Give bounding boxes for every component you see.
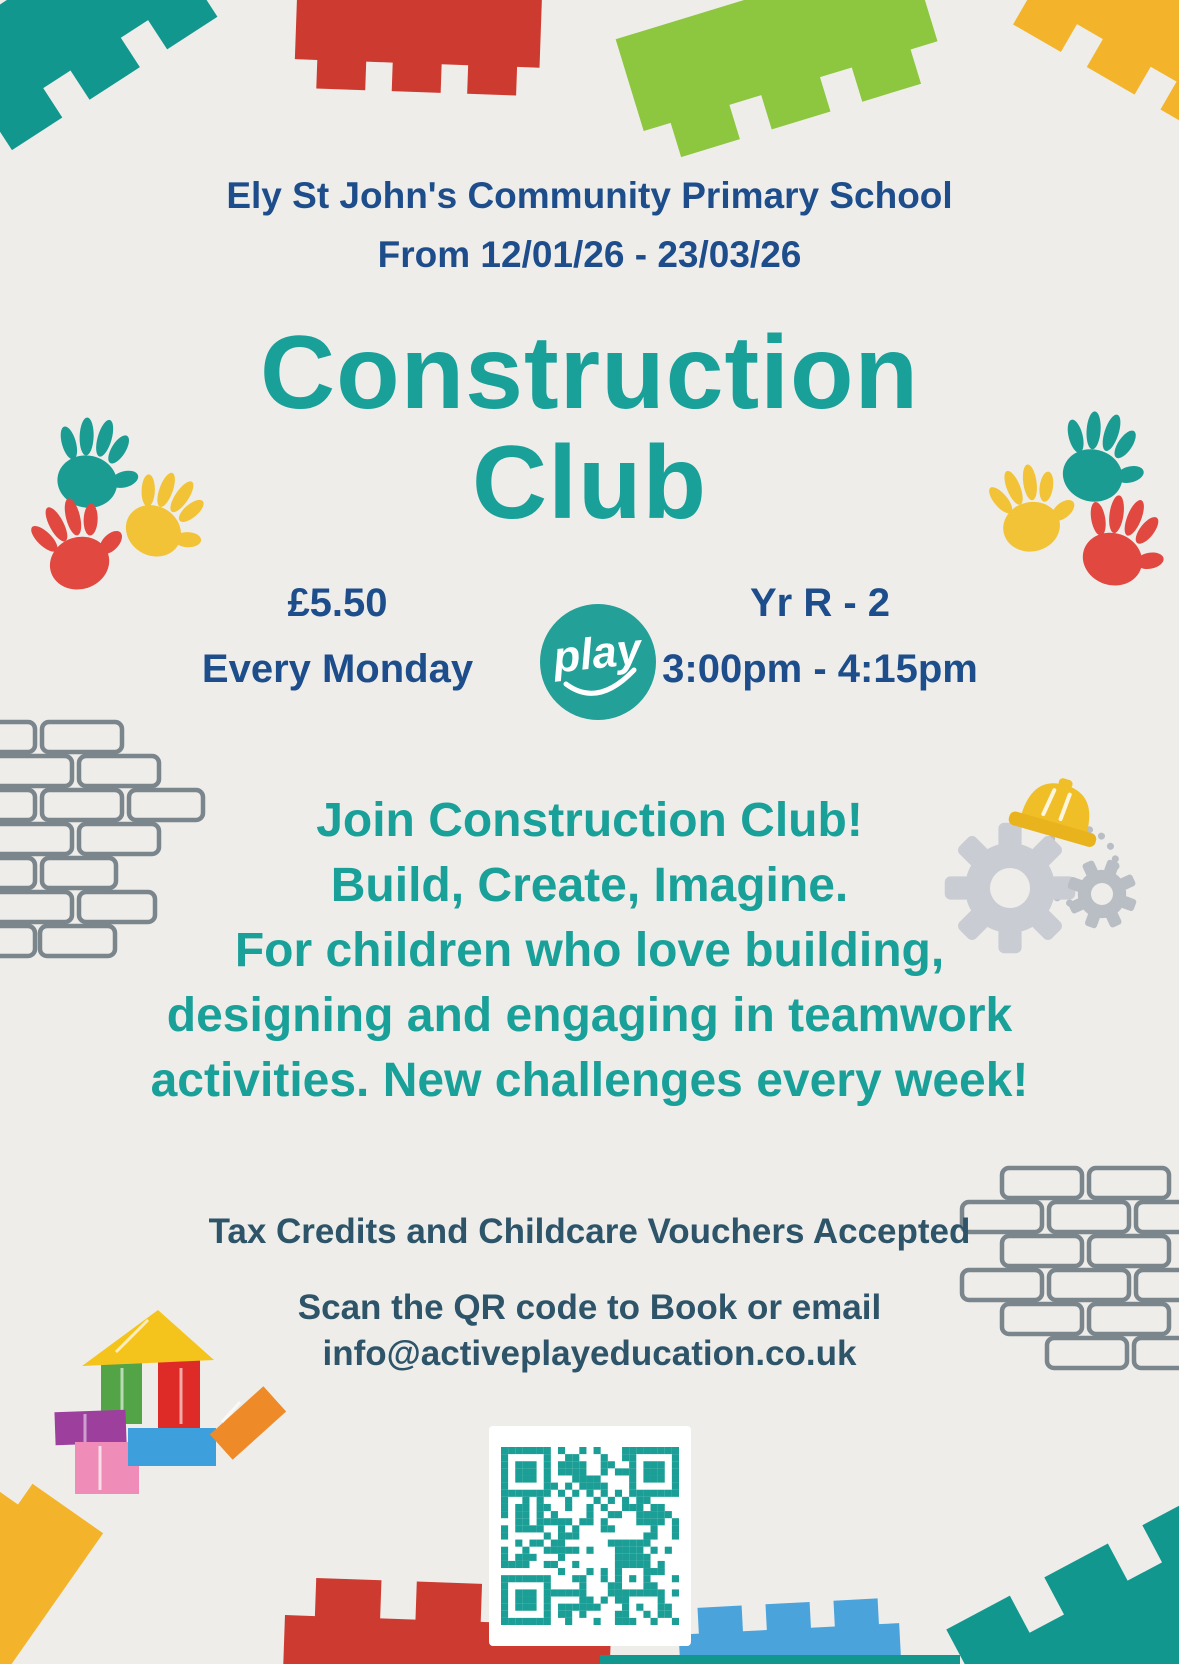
description-line: designing and engaging in teamwork [166, 989, 1013, 1042]
description-line: Build, Create, Imagine. [330, 859, 849, 912]
description-line: For children who love building, [234, 924, 945, 977]
school-name: Ely St John's Community Primary School [226, 175, 953, 216]
schedule-text: Every Monday [201, 647, 474, 691]
qr-code-svg [501, 1447, 679, 1625]
booking-instruction: Scan the QR code to Book or email [297, 1288, 882, 1327]
play-logo [539, 603, 657, 721]
lego-brick-icon [616, 0, 948, 165]
description-line: activities. New challenges every week! [150, 1054, 1029, 1107]
year-group-text: Yr R - 2 [749, 581, 891, 625]
session-details-right [650, 570, 990, 702]
time-text: 3:00pm - 4:15pm [662, 647, 978, 691]
title-line1: Construction [259, 315, 920, 431]
lego-brick-icon [677, 1597, 902, 1664]
price-text: £5.50 [287, 581, 388, 625]
lego-brick-icon [0, 1465, 103, 1664]
date-range: From 12/01/26 - 23/03/26 [377, 234, 802, 275]
play-logo-text: play [550, 624, 644, 683]
vouchers-note: Tax Credits and Childcare Vouchers Accepted [208, 1212, 971, 1251]
lego-brick-icon [991, 0, 1179, 150]
page-title [0, 315, 1179, 541]
lego-brick-icon [0, 0, 241, 165]
qr-code [489, 1426, 691, 1646]
lego-brick-icon [917, 1476, 1179, 1664]
session-details-left [200, 570, 475, 702]
description-line: Join Construction Club! [316, 794, 863, 847]
title-line2: Club [471, 425, 708, 541]
description [0, 788, 1179, 1113]
booking-email: info@activeplayeducation.co.uk [322, 1334, 857, 1373]
lego-brick-icon [600, 1655, 960, 1664]
lego-brick-icon [294, 0, 542, 96]
poster-header [0, 166, 1179, 284]
